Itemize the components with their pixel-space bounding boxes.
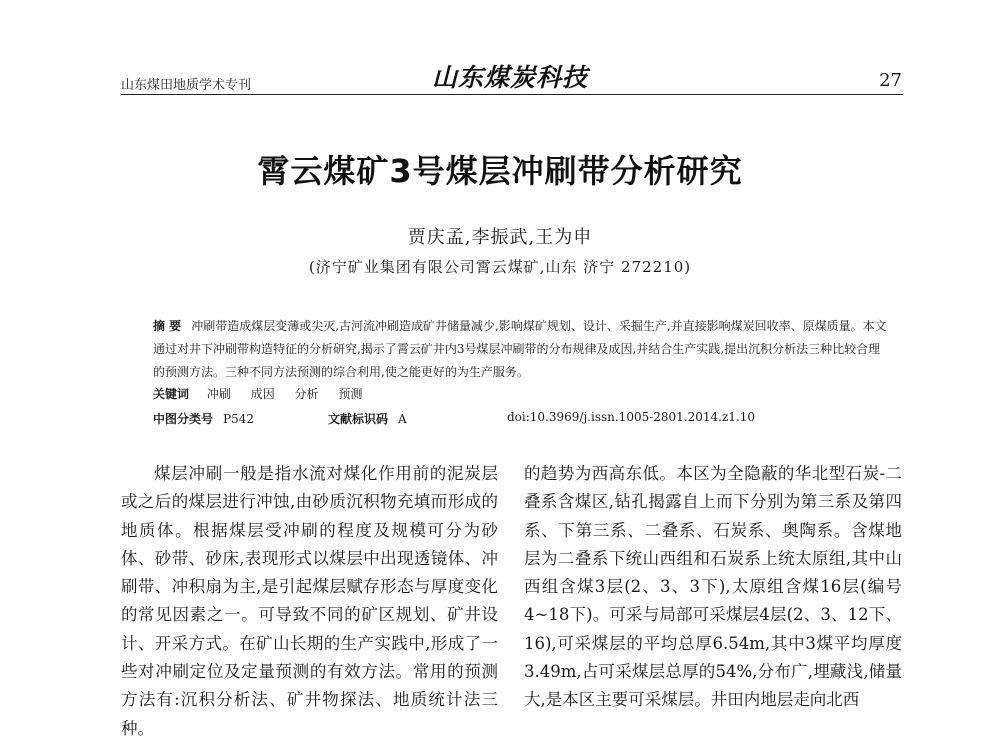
- doi: doi:10.3969/j.issn.1005-2801.2014.z1.10: [507, 410, 756, 424]
- journal-logo: 山东煤炭科技: [431, 63, 588, 92]
- page-number: 27: [879, 70, 902, 91]
- header-rule: [121, 94, 903, 95]
- clc-value: P542: [223, 412, 254, 426]
- authors: 贾庆孟,李振武,王为申: [407, 227, 593, 248]
- doc-code-value: A: [398, 412, 407, 426]
- keyword: 冲刷: [206, 387, 231, 401]
- affiliation: (济宁矿业集团有限公司霄云煤矿,山东 济宁 272210): [308, 258, 692, 276]
- keywords-label: 关键词: [153, 387, 190, 401]
- abstract-text: 冲刷带造成煤层变薄或尖灭,古河流冲刷造成矿井储量减少,影响煤矿规划、设计、采掘生产,并直接影响煤炭回收率、原煤质量。本文通过对井下冲刷带构造特征的分析研究,揭示了霄云矿井内3号煤层冲刷带的分布规律及成因,并结合生产实践,提出沉积分析法三种比较合理的预测方法。三种不同方法预测的综合利用,使之能更好的为生产服务。: [153, 319, 887, 379]
- abstract-label: 摘 要: [153, 319, 182, 333]
- doc-code-label: 文献标识码: [328, 412, 389, 426]
- abstract: [153, 315, 888, 384]
- keywords: [153, 385, 378, 402]
- keyword: 分析: [294, 387, 319, 401]
- clc-label: 中图分类号: [153, 412, 214, 426]
- keyword: 成因: [250, 387, 275, 401]
- journal-note: 山东煤田地质学术专刊: [121, 78, 252, 93]
- body-left-column: 煤层冲刷一般是指水流对煤化作用前的泥炭层或之后的煤层进行冲蚀,由砂质沉积物充填而形成的地质体。根据煤层受冲刷的程度及规模可分为砂体、砂带、砂床,表现形式以煤层中出现透镜体、冲刷带、冲积扇为主,是引起煤层赋存形态与厚度变化的常见因素之一。可导致不同的矿区规划、矿井设计、开采方式。在矿山长期的生产实践中,形成了一些对冲刷定位及定量预测的有效方法。常用的预测方法有:沉积分析法、矿井物探法、地质统计法三种。: [121, 464, 498, 738]
- clc-group: [153, 410, 254, 427]
- doc-code-group: [328, 410, 407, 427]
- paper-title: 霄云煤矿3号煤层冲刷带分析研究: [257, 152, 743, 190]
- body-right-column: 的趋势为西高东低。本区为全隐蔽的华北型石炭-二叠系含煤区,钻孔揭露自上而下分别为第三系及第四系、下第三系、二叠系、石炭系、奥陶系。含煤地层为二叠系下统山西组和石炭系上统太原组,其中山西组含煤3层(2、3、3下),太原组含煤16层(编号4~18下)。可采与局部可采煤层4层(2、3、12下、16),可采煤层的平均总厚6.54m,其中3煤平均厚度3.49m,占可采煤层总厚的54%,分布广,埋藏浅,储量大,是本区主要可采煤层。井田内地层走向北西: [524, 464, 902, 710]
- keyword: 预测: [338, 387, 363, 401]
